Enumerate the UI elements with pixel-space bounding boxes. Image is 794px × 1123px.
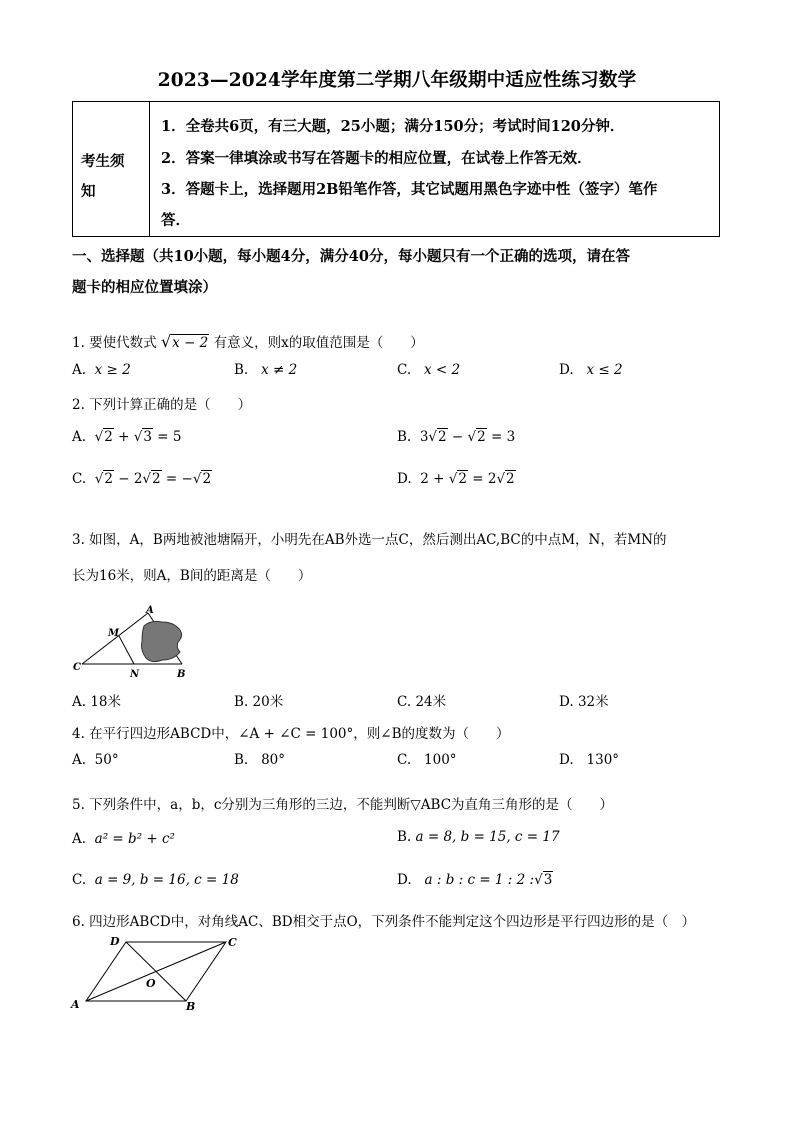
- option-label: C.: [72, 471, 87, 487]
- option-label: D.: [559, 362, 574, 378]
- notice-item-2: 2．答案一律填涂或书写在答题卡的相应位置，在试卷上作答无效．: [161, 150, 592, 167]
- question-1-stem: [72, 331, 424, 351]
- notice-item-1: 1．全卷共6页，有三大题，25小题；满分150分；考试时间120分钟．: [161, 118, 625, 135]
- q5-option-c[interactable]: [72, 872, 239, 888]
- option-label: A.: [72, 429, 87, 445]
- option-text: a = 9, b = 16, c = 18: [94, 872, 239, 888]
- option-text: 130°: [586, 752, 620, 768]
- q5-option-d[interactable]: D. a : b : c = 1 : 2 :√3: [397, 872, 553, 888]
- option-text: 20米: [252, 694, 284, 710]
- question-5-stem: 5. 下列条件中，a，b，c分别为三角形的三边，不能判断▽ABC为直角三角形的是（ ）: [72, 797, 614, 813]
- q2-option-c[interactable]: C. √2 − 2√2 = −√2: [72, 471, 212, 487]
- page-title: 2023—2024学年度第二学期八年级期中适应性练习数学: [157, 70, 637, 91]
- label-o: O: [146, 977, 156, 990]
- q5-option-a[interactable]: [72, 831, 175, 847]
- option-text: 24米: [415, 694, 447, 710]
- option-label: D.: [559, 752, 574, 768]
- label-a: A: [71, 998, 80, 1011]
- option-label: D.: [559, 694, 574, 710]
- q3-option-c[interactable]: [397, 690, 446, 710]
- radicand: 2: [152, 471, 161, 487]
- operator: −: [451, 429, 464, 445]
- radicand: 2: [477, 429, 486, 445]
- q4-option-d[interactable]: [559, 752, 619, 768]
- notice-item-3-cont: 答．: [161, 212, 190, 229]
- radicand: 2: [104, 471, 113, 487]
- rhs: = 3: [491, 429, 516, 445]
- question-2-stem: 2. 下列计算正确的是（ ）: [72, 397, 252, 413]
- pond-shape: [142, 622, 182, 662]
- q1-option-b[interactable]: [234, 362, 297, 378]
- question-3-stem: 3. 如图，A，B两地被池塘隔开，小明先在AB外选一点C，然后测出AC,BC的中点M，N，若MN的: [72, 532, 667, 548]
- label-b: B: [177, 669, 186, 680]
- label-b: B: [186, 1000, 196, 1013]
- option-text: 32米: [577, 694, 609, 710]
- option-text: x ≠ 2: [261, 362, 298, 378]
- radicand: 2: [506, 471, 515, 487]
- segment-mn: [119, 636, 134, 664]
- option-label: D.: [397, 872, 412, 888]
- question-4-stem: 4. 在平行四边形ABCD中，∠A + ∠C = 100°，则∠B的度数为（ ）: [72, 726, 510, 742]
- option-label: C.: [397, 694, 412, 710]
- option-label: B.: [234, 694, 249, 710]
- label-c: C: [228, 936, 237, 949]
- option-label: C.: [397, 752, 412, 768]
- option-text: x ≤ 2: [586, 362, 623, 378]
- notice-label-line1: 考生须: [81, 153, 125, 170]
- pond-triangle-figure: [70, 600, 200, 682]
- radicand: 2: [202, 471, 212, 487]
- q1-option-c[interactable]: [397, 362, 460, 378]
- operator: − 2: [118, 471, 143, 487]
- q1-option-a[interactable]: [72, 362, 131, 378]
- option-text: a² = b² + c²: [94, 831, 175, 847]
- operand: 2 +: [420, 471, 445, 487]
- rhs: = 5: [157, 429, 182, 445]
- operator: = 2: [472, 471, 497, 487]
- q2-option-b[interactable]: B. 3√2 − √2 = 3: [397, 429, 516, 445]
- q2-option-a[interactable]: A. √2 + √3 = 5: [72, 429, 182, 445]
- label-d: D: [110, 935, 120, 948]
- q4-option-c[interactable]: [397, 752, 457, 768]
- option-text: 50°: [94, 752, 119, 768]
- option-text: x ≥ 2: [94, 362, 131, 378]
- section-1-heading: 一、选择题（共10小题，每小题4分，满分40分，每小题只有一个正确的选项，请在答: [72, 248, 630, 265]
- option-text: a : b : c = 1 : 2 :: [424, 872, 535, 888]
- q3-option-b[interactable]: [234, 690, 283, 710]
- option-text: x < 2: [424, 362, 461, 378]
- section-1-heading-cont: 题卡的相应位置填涂）: [72, 279, 217, 296]
- notice-box: [72, 101, 720, 237]
- q1-stem-pre: 1. 要使代数式: [72, 335, 157, 351]
- q3-option-d[interactable]: [559, 690, 609, 710]
- radicand: 3: [543, 872, 553, 888]
- q1-option-d[interactable]: [559, 362, 623, 378]
- option-text: a = 8, b = 15, c = 17: [415, 829, 560, 845]
- diagonal-bd: [126, 942, 186, 1001]
- q2-option-d[interactable]: D. 2 + √2 = 2√2: [397, 471, 515, 487]
- operator: +: [118, 429, 130, 445]
- q1-radicand: x − 2: [172, 335, 209, 351]
- option-label: B.: [397, 429, 412, 445]
- option-label: D.: [397, 471, 412, 487]
- operator: = −: [165, 471, 193, 487]
- label-c: C: [73, 662, 81, 673]
- coefficient: 3: [419, 429, 429, 445]
- q5-option-b[interactable]: [397, 829, 560, 845]
- radicand: 3: [143, 429, 152, 445]
- notice-label: [73, 102, 150, 236]
- radicand: 2: [438, 429, 447, 445]
- sqrt-sign: √: [160, 332, 172, 351]
- q4-option-b[interactable]: [234, 752, 285, 768]
- radicand: 2: [104, 429, 113, 445]
- notice-label-line2: 知: [81, 183, 96, 200]
- question-3-stem-cont: 长为16米，则A，B间的距离是（ ）: [72, 568, 312, 584]
- option-label: A.: [72, 752, 87, 768]
- option-label: A.: [72, 831, 87, 847]
- label-m: M: [108, 628, 120, 639]
- radicand: 2: [458, 471, 467, 487]
- option-label: A.: [72, 694, 87, 710]
- notice-item-3: 3．答题卡上，选择题用2B铅笔作答，其它试题用黑色字迹中性（签字）笔作: [161, 181, 658, 198]
- option-label: B.: [397, 829, 412, 845]
- option-label: B.: [234, 752, 249, 768]
- q3-option-a[interactable]: [72, 690, 121, 710]
- label-n: N: [130, 669, 140, 680]
- option-text: 80°: [261, 752, 286, 768]
- option-text: 18米: [90, 694, 122, 710]
- q4-option-a[interactable]: [72, 752, 119, 768]
- option-label: A.: [72, 362, 87, 378]
- label-a: A: [146, 605, 154, 616]
- option-label: C.: [397, 362, 412, 378]
- parallelogram-figure: [68, 930, 248, 1015]
- option-text: 100°: [424, 752, 457, 768]
- option-label: B.: [234, 362, 249, 378]
- q1-stem-post: 有意义，则x的取值范围是（ ）: [213, 335, 424, 351]
- question-6-stem: 6. 四边形ABCD中，对角线AC、BD相交于点O，下列条件不能判定这个四边形是平行四边形的是（ ）: [72, 914, 696, 930]
- option-label: C.: [72, 872, 87, 888]
